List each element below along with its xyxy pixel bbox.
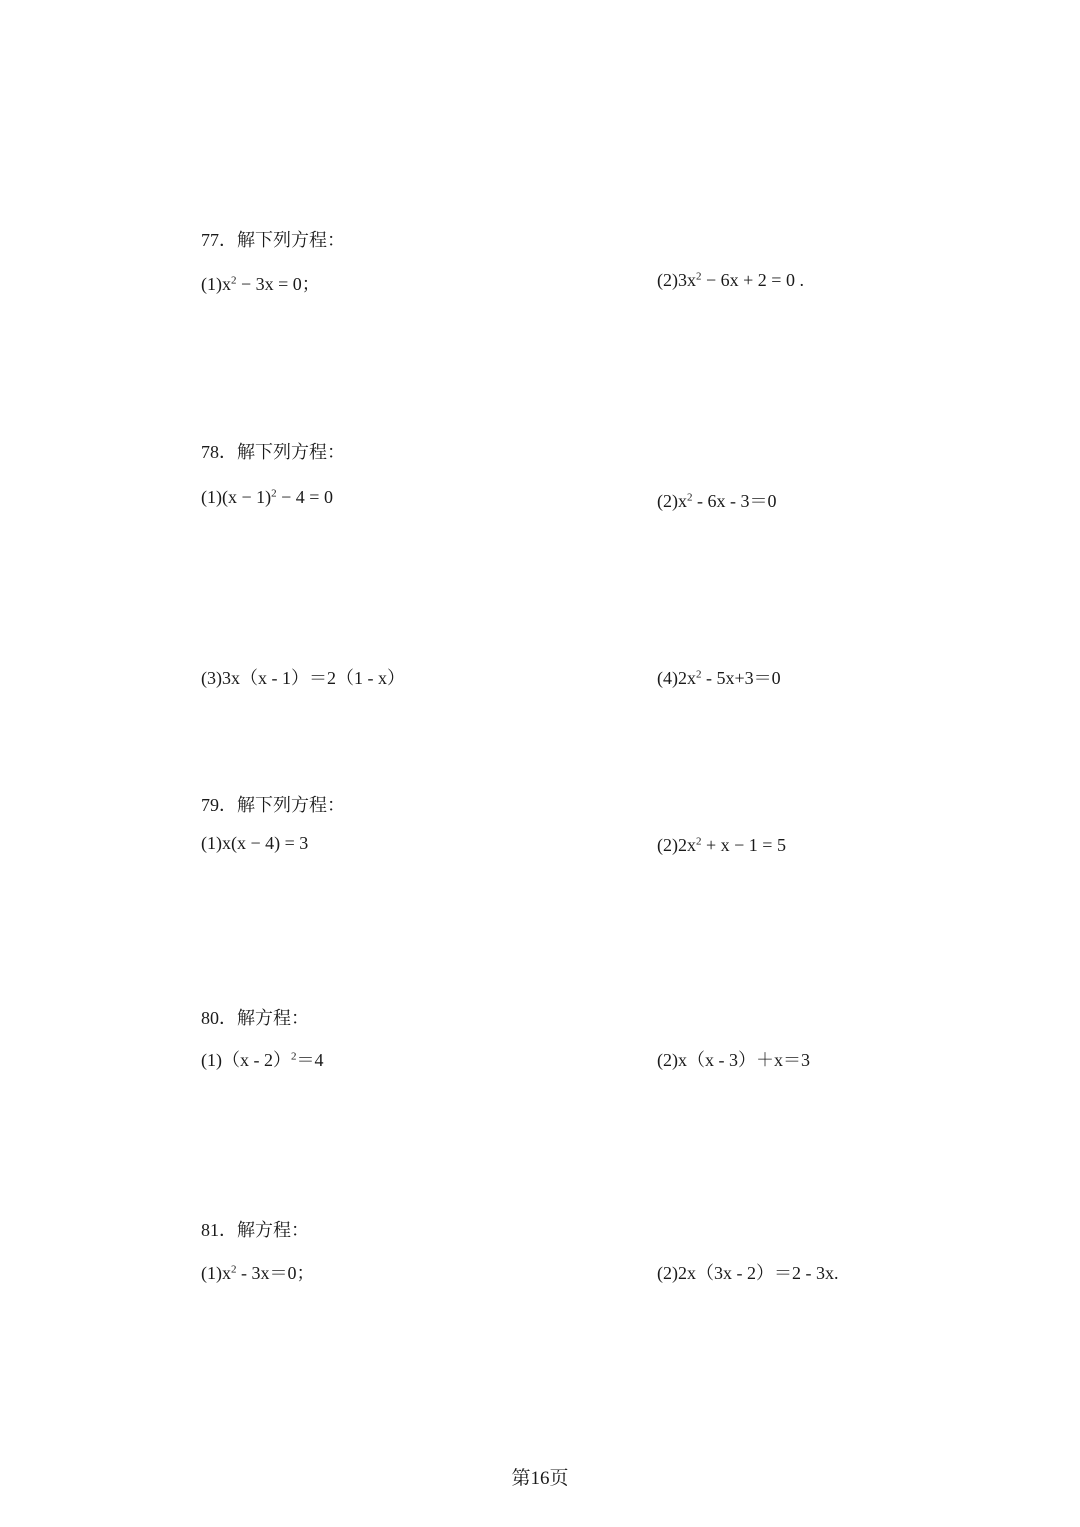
page-number: 第16页 [511,1468,569,1489]
problem-80-part-1: (1)（x - 2）$^2$＝4 [201,1050,324,1070]
problem-80-part-2: (2)x（x - 3）＋x＝3 [657,1050,810,1070]
problem-80-heading: 80．解方程： [201,1008,309,1028]
problem-78-part-2: $(2)x^2 - 6x - 3=0$ [657,491,777,511]
problem-78-heading: 78．解下列方程： [201,442,345,462]
problem-78-part-4: $(4)2x^2 - 5x+3=0$ [657,668,781,688]
problem-81-part-1: $(1)x^2 - 3x=0$； [201,1263,315,1283]
problem-81-heading: 81．解方程： [201,1220,309,1240]
problem-79-part-1: (1)x(x − 4) = 3 [201,833,309,853]
problem-81-part-2: (2)2x（3x - 2）＝2 - 3x. [657,1263,839,1283]
problem-78-part-3: (3)3x（x - 1）＝2（1 - x） [201,668,405,688]
problem-79-heading: 79．解下列方程： [201,795,345,815]
problem-77-part-1: $(1)x^2 - 3x = 0$； [201,274,320,294]
problem-77-heading: 77．解下列方程： [201,230,345,250]
problem-79-part-2: $(2)2x^2 + x - 1 = 5$ [657,835,786,855]
problem-78-part-1: $(1)(x - 1)^2 - 4 = 0$ [201,487,333,507]
problem-77-part-2: $(2)3x^2 - 6x + 2 = 0$ . [657,270,804,290]
